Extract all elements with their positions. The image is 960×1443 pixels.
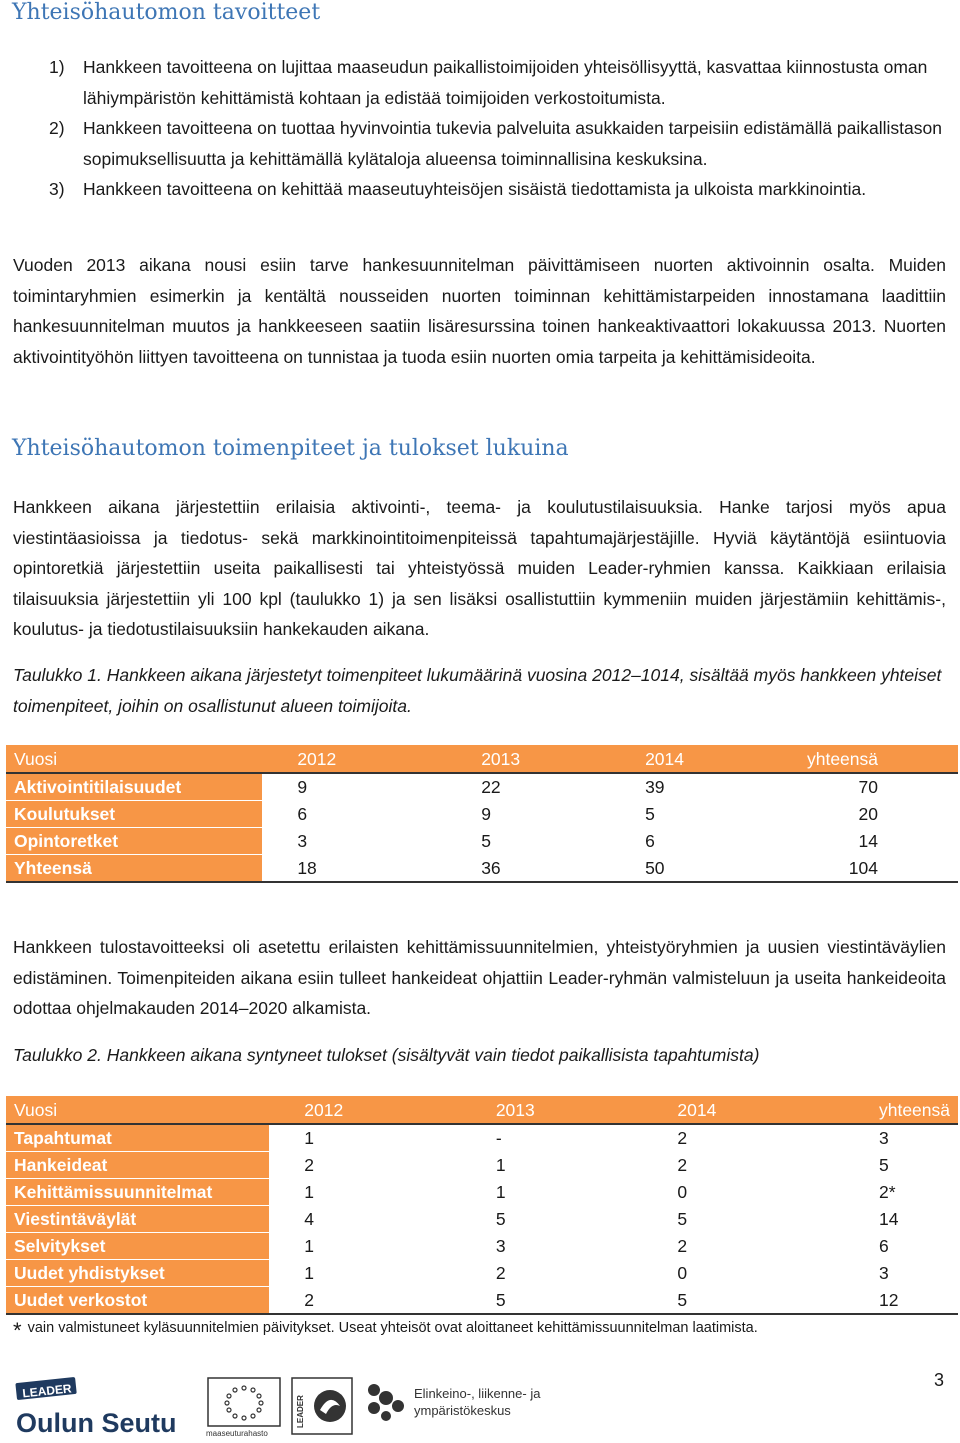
table-cell: 3 — [839, 1260, 958, 1287]
goal-number: 3) — [49, 179, 65, 199]
header-cell: Vuosi — [6, 1097, 269, 1125]
eu-flag-logo — [204, 1376, 284, 1438]
table-cell: 6 — [839, 1233, 958, 1260]
table-cell: 5 — [466, 1287, 658, 1315]
heading-goals: Yhteisöhautomon tavoitteet — [12, 0, 321, 25]
header-cell: 2013 — [466, 1097, 658, 1125]
table-cell: 6 — [262, 801, 451, 828]
table-row — [6, 1179, 958, 1206]
table-row — [6, 1233, 958, 1260]
table-header-row — [6, 746, 958, 774]
table-cell: 5 — [635, 801, 799, 828]
table-row — [6, 801, 958, 828]
table-cell: 5 — [657, 1287, 839, 1315]
row-label: Uudet yhdistykset — [6, 1260, 269, 1287]
table-row — [6, 828, 958, 855]
table-row — [6, 1206, 958, 1233]
row-label: Koulutukset — [6, 801, 262, 828]
svg-text:Oulun Seutu: Oulun Seutu — [16, 1408, 177, 1438]
row-label: Aktivointitilaisuudet — [6, 773, 262, 801]
header-cell: yhteensä — [839, 1097, 958, 1125]
table-cell: 104 — [799, 855, 958, 883]
table-cell: 70 — [799, 773, 958, 801]
table-cell: 3 — [466, 1233, 658, 1260]
leader-oulun-seutu-logo — [14, 1376, 189, 1438]
table-cell: 9 — [451, 801, 635, 828]
goal-item — [13, 174, 945, 205]
goals-list — [13, 52, 945, 205]
row-label: Yhteensä — [6, 855, 262, 883]
row-label: Opintoretket — [6, 828, 262, 855]
table-cell: 5 — [451, 828, 635, 855]
table-cell: 22 — [451, 773, 635, 801]
row-label: Viestintäväylät — [6, 1206, 269, 1233]
ely-line1: Elinkeino-, liikenne- ja — [414, 1386, 541, 1401]
table-cell: 3 — [262, 828, 451, 855]
ely-line2: ympäristökeskus — [414, 1403, 511, 1418]
svg-text:LEADER: LEADER — [21, 1381, 73, 1401]
header-cell: 2014 — [657, 1097, 839, 1125]
leader-vertical-text: LEADER — [296, 1395, 305, 1428]
header-cell: yhteensä — [799, 746, 958, 774]
table-cell: - — [466, 1124, 658, 1152]
header-cell: 2012 — [262, 746, 451, 774]
header-cell: 2012 — [269, 1097, 466, 1125]
table-cell: 5 — [466, 1206, 658, 1233]
table-cell: 1 — [269, 1233, 466, 1260]
table-cell: 2 — [657, 1152, 839, 1179]
table-cell: 39 — [635, 773, 799, 801]
table-cell: 0 — [657, 1260, 839, 1287]
table-cell: 2 — [269, 1152, 466, 1179]
table-cell: 5 — [657, 1206, 839, 1233]
table-activities — [6, 745, 958, 883]
table-cell: 14 — [839, 1206, 958, 1233]
table-cell: 14 — [799, 828, 958, 855]
goal-number: 1) — [49, 57, 65, 77]
table-cell: 1 — [269, 1179, 466, 1206]
table-row — [6, 1260, 958, 1287]
table-row — [6, 1287, 958, 1315]
goal-text: Hankkeen tavoitteena on lujittaa maaseudun paikallistoimijoiden yhteisöllisyyttä, kasvattaa kiinnostusta oman lähiympäristön kehittämistä kohtaan ja edistää toimijoiden verkostoitumista. — [83, 57, 928, 108]
table-cell: 20 — [799, 801, 958, 828]
page-number: 3 — [933, 1370, 944, 1390]
table-cell: 1 — [466, 1152, 658, 1179]
table2-footnote — [13, 1318, 758, 1344]
header-cell: Vuosi — [6, 746, 262, 774]
table-cell: 2 — [269, 1287, 466, 1315]
goal-text: Hankkeen tavoitteena on kehittää maaseutuyhteisöjen sisäistä tiedottamista ja ulkoista markkinointia. — [83, 179, 867, 199]
table-cell: 4 — [269, 1206, 466, 1233]
table-cell: 2 — [657, 1233, 839, 1260]
table-results — [6, 1096, 958, 1315]
leader-emblem-logo — [290, 1376, 354, 1438]
paragraph-results-goals: Hankkeen tulostavoitteeksi oli asetettu erilaisten kehittämissuunnitelmien, yhteistyöryhmien ja uusien viestintäväylien edistäminen. Toimenpiteiden aikana esiin tulleet hankeideat ohjattiin Leader-ryhmän valmisteluun ja useita hankeideoita odottaa ohjelmakauden 2014–2020 alkamista. — [13, 937, 946, 1018]
table-cell: 50 — [635, 855, 799, 883]
table-cell: 12 — [839, 1287, 958, 1315]
table2-caption: Taulukko 2. Hankkeen aikana syntyneet tulokset (sisältyvät vain tiedot paikallisista tapahtumista) — [13, 1045, 760, 1065]
table1-caption: Taulukko 1. Hankkeen aikana järjestetyt toimenpiteet lukumäärinä vuosina 2012–1014, sisältää myös hankkeen yhteiset toimenpiteet, joihin on osallistunut alueen toimijoita. — [13, 665, 942, 716]
eu-fund-caption: maaseuturahasto — [206, 1429, 268, 1438]
footnote-star: * — [13, 1318, 22, 1343]
row-label: Uudet verkostot — [6, 1287, 269, 1315]
table-cell: 2 — [657, 1124, 839, 1152]
table-row — [6, 1152, 958, 1179]
footnote-text: vain valmistuneet kyläsuunnitelmien päivitykset. Useat yhteisöt ovat aloittaneet kehittämissuunnitelman laatimista. — [27, 1320, 758, 1336]
table-cell: 1 — [269, 1124, 466, 1152]
table-cell: 2* — [839, 1179, 958, 1206]
heading-results: Yhteisöhautomon toimenpiteet ja tulokset lukuina — [12, 436, 569, 461]
goal-number: 2) — [49, 118, 65, 138]
row-label: Selvitykset — [6, 1233, 269, 1260]
table-cell: 1 — [269, 1260, 466, 1287]
table-cell: 3 — [839, 1124, 958, 1152]
header-cell: 2013 — [451, 746, 635, 774]
table-row — [6, 855, 958, 883]
paragraph-youth-activation: Vuoden 2013 aikana nousi esiin tarve hankesuunnitelman päivittämiseen nuorten aktivoinnin osalta. Muiden toimintaryhmien esimerkin ja kentältä nousseiden nuorten toiminnan kehittämistarpeiden innostamana laadittiin hankesuunnitelman muutos ja hankkeeseen saatiin lisäresurssina toinen hankeaktivaattori lokakuussa 2013. Nuorten aktivointityöhön liittyen tavoitteena on tunnistaa ja tuoda esiin nuorten omia tarpeita ja kehittämisideoita. — [13, 255, 946, 367]
table-cell: 18 — [262, 855, 451, 883]
table-cell: 2 — [466, 1260, 658, 1287]
table-row — [6, 1124, 958, 1152]
row-label: Hankeideat — [6, 1152, 269, 1179]
table-header-row — [6, 1097, 958, 1125]
row-label: Tapahtumat — [6, 1124, 269, 1152]
table-cell: 1 — [466, 1179, 658, 1206]
ely-centre-logo — [364, 1376, 564, 1432]
header-cell: 2014 — [635, 746, 799, 774]
goal-item — [13, 113, 945, 174]
table-row — [6, 773, 958, 801]
paragraph-activities: Hankkeen aikana järjestettiin erilaisia aktivointi-, teema- ja koulutustilaisuuksia. Hanke tarjosi myös apua viestintäasioissa ja tiedotus- sekä markkinointitoimenpiteissä tapahtumajärjestäjille. Hyviä käytäntöjä esiintuovia opintoretkiä järjestettiin useita paikallisesti tai yhteistyössä muiden Leader-ryhmien kanssa. Kaikkiaan erilaisia tilaisuuksia järjestettiin yli 100 kpl (taulukko 1) ja sen lisäksi osallistuttiin kymmeniin muiden järjestämiin kehittämis-, koulutus- ja tiedotustilaisuuksiin hankekauden aikana. — [13, 497, 946, 639]
table-cell: 9 — [262, 773, 451, 801]
table-cell: 5 — [839, 1152, 958, 1179]
goal-item — [13, 52, 945, 113]
table-cell: 6 — [635, 828, 799, 855]
goal-text: Hankkeen tavoitteena on tuottaa hyvinvointia tukevia palveluita asukkaiden tarpeisiin edistämällä paikallistason sopimuksellisuutta ja kehittämällä kylätaloja alueensa toiminnallisina keskuksina. — [83, 118, 942, 169]
row-label: Kehittämissuunnitelmat — [6, 1179, 269, 1206]
table-cell: 36 — [451, 855, 635, 883]
table-cell: 0 — [657, 1179, 839, 1206]
